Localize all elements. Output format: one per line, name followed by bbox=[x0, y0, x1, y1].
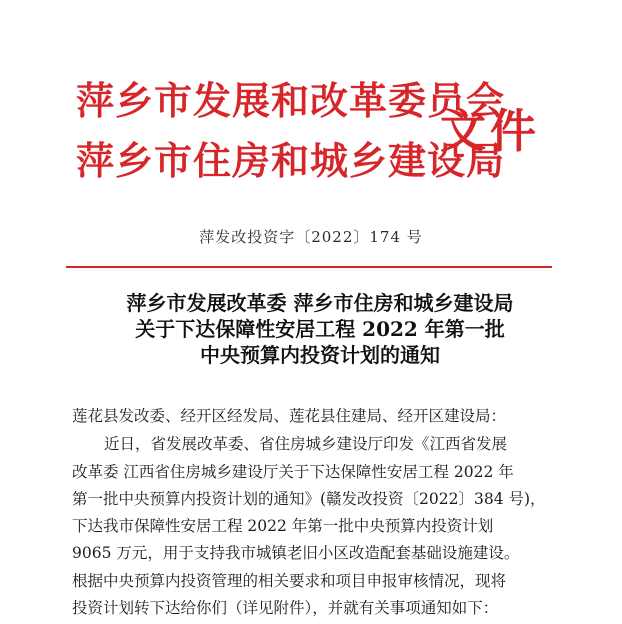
notice-title-line-1: 萍乡市发展改革委 萍乡市住房和城乡建设局 bbox=[126, 291, 514, 315]
notice-title-line-2: 关于下达保障性安居工程 2022 年第一批 bbox=[135, 317, 505, 341]
body-line: 下达我市保障性安居工程 2022 年第一批中央预算内投资计划 bbox=[72, 517, 494, 535]
body-line: 第一批中央预算内投资计划的通知》(赣发改投资〔2022〕384 号)， bbox=[72, 490, 546, 508]
body-line: 投资计划转下达给你们（详见附件），并就有关事项通知如下： bbox=[72, 599, 499, 617]
issuer-name-development-reform: 萍乡市发展和改革委员会 bbox=[76, 78, 506, 123]
body-line: 近日，省发展改革委、省住房城乡建设厅印发《江西省发展 bbox=[104, 435, 508, 453]
document-number: 萍发改投资字〔2022〕174 号 bbox=[199, 228, 423, 246]
body-line: 9065 万元，用于支持我市城镇老旧小区改造配套基础设施建设。 bbox=[72, 544, 520, 562]
document-type-label: 文件 bbox=[440, 104, 540, 158]
body-line: 根据中央预算内投资管理的相关要求和项目申报审核情况，现将 bbox=[72, 572, 507, 590]
red-divider-line bbox=[66, 266, 552, 268]
body-line: 改革委 江西省住房城乡建设厅关于下达保障性安居工程 2022 年 bbox=[72, 463, 514, 481]
issuer-name-housing-construction: 萍乡市住房和城乡建设局 bbox=[76, 138, 506, 183]
notice-title-line-3: 中央预算内投资计划的通知 bbox=[200, 343, 440, 367]
recipients-line: 莲花县发改委、经开区经发局、莲花县住建局、经开区建设局： bbox=[72, 407, 507, 425]
